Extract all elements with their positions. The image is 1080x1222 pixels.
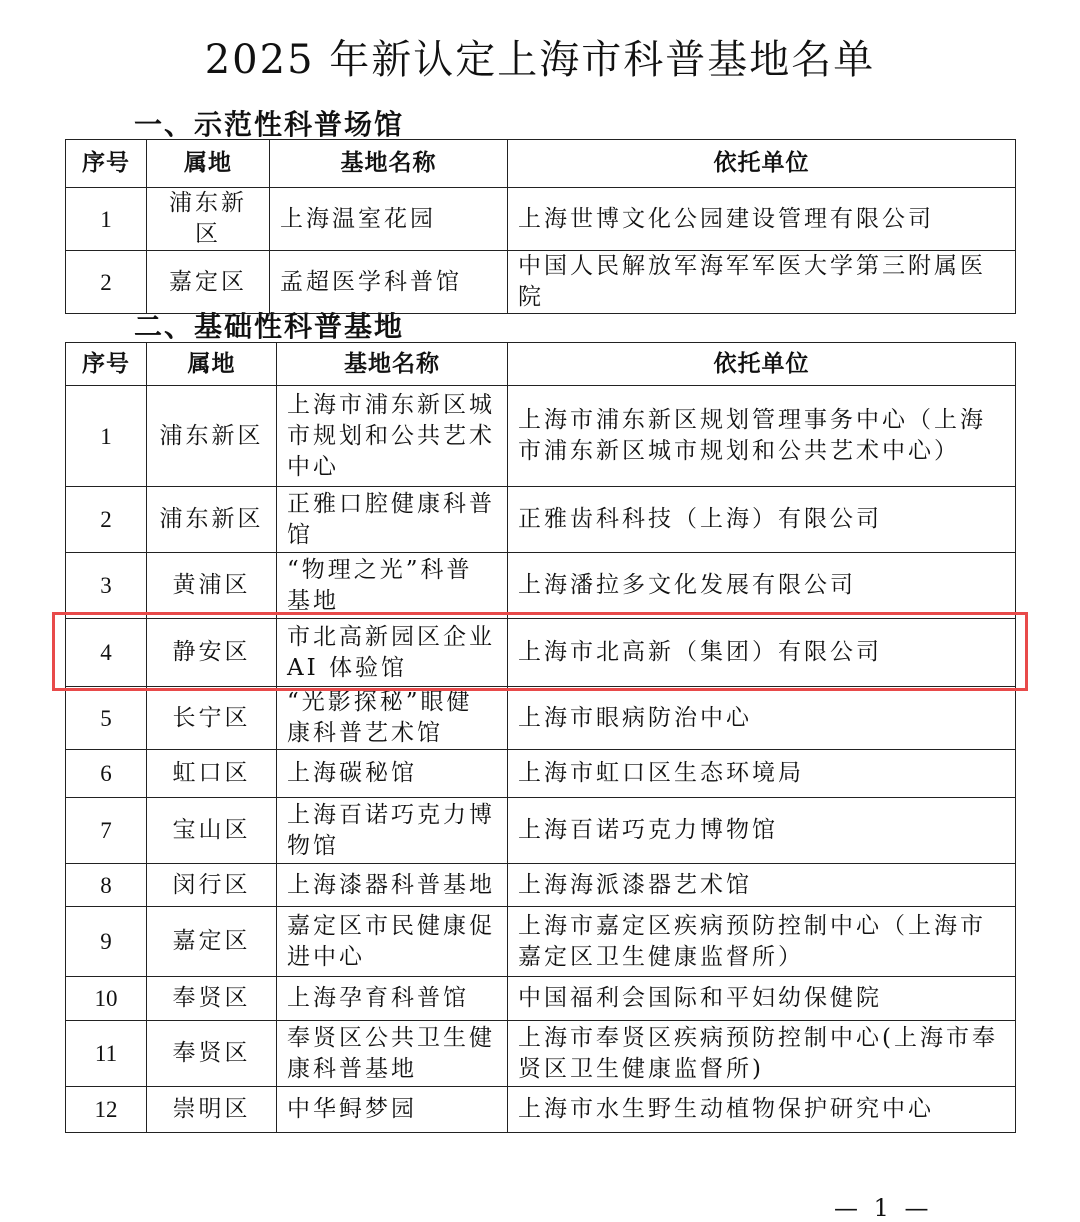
table-header-row [66,140,1016,188]
cell-index: 2 [66,251,147,314]
cell-district: 虹口区 [147,750,277,798]
cell-base-name: “物理之光”科普基地 [277,553,508,619]
table-row [66,687,1016,750]
cell-district: 崇明区 [147,1087,277,1133]
header-index: 序号 [66,343,147,386]
table-row [66,188,1016,251]
header-host-unit: 依托单位 [508,140,1016,188]
table-row [66,907,1016,977]
header-base-name: 基地名称 [277,343,508,386]
cell-base-name: 嘉定区市民健康促进中心 [277,907,508,977]
cell-host-unit: 上海市眼病防治中心 [508,687,1016,750]
table-row [66,1087,1016,1133]
table-row [66,750,1016,798]
cell-district: 奉贤区 [147,1021,277,1087]
cell-district: 奉贤区 [147,977,277,1021]
cell-district: 浦东新区 [147,487,277,553]
header-district: 属地 [147,343,277,386]
table-header-row [66,343,1016,386]
cell-district: 长宁区 [147,687,277,750]
cell-base-name: “光影探秘”眼健康科普艺术馆 [277,687,508,750]
table-row [66,1021,1016,1087]
cell-host-unit: 上海海派漆器艺术馆 [508,864,1016,907]
section-heading-basic: 二、基础性科普基地 [134,310,405,343]
cell-base-name: 上海温室花园 [270,188,508,251]
basic-bases-table [65,342,1016,1133]
cell-base-name: 上海碳秘馆 [277,750,508,798]
table-row [66,386,1016,487]
cell-host-unit: 上海世博文化公园建设管理有限公司 [508,188,1016,251]
cell-district: 静安区 [147,619,277,687]
cell-index: 1 [66,386,147,487]
cell-index: 1 [66,188,147,251]
cell-district: 浦东新区 [147,188,270,251]
cell-district: 闵行区 [147,864,277,907]
cell-host-unit: 上海潘拉多文化发展有限公司 [508,553,1016,619]
demo-venues-table [65,139,1016,314]
section-heading-demo: 一、示范性科普场馆 [134,108,405,141]
cell-district: 黄浦区 [147,553,277,619]
cell-host-unit: 上海市嘉定区疾病预防控制中心（上海市嘉定区卫生健康监督所） [508,907,1016,977]
cell-host-unit: 上海市浦东新区规划管理事务中心（上海市浦东新区城市规划和公共艺术中心） [508,386,1016,487]
table-row [66,864,1016,907]
table-row [66,798,1016,864]
cell-host-unit: 上海百诺巧克力博物馆 [508,798,1016,864]
cell-host-unit: 上海市虹口区生态环境局 [508,750,1016,798]
cell-base-name: 中华鲟梦园 [277,1087,508,1133]
page-number: — 1 — [834,1194,933,1222]
cell-district: 嘉定区 [147,251,270,314]
cell-index: 12 [66,1087,147,1133]
cell-index: 6 [66,750,147,798]
cell-host-unit: 中国福利会国际和平妇幼保健院 [508,977,1016,1021]
cell-base-name: 奉贤区公共卫生健康科普基地 [277,1021,508,1087]
cell-index: 10 [66,977,147,1021]
header-host-unit: 依托单位 [508,343,1016,386]
table-row [66,977,1016,1021]
cell-index: 11 [66,1021,147,1087]
page-title: 2025 年新认定上海市科普基地名单 [204,37,876,83]
header-district: 属地 [147,140,270,188]
table-row [66,619,1016,687]
cell-base-name: 正雅口腔健康科普馆 [277,487,508,553]
cell-host-unit: 上海市水生野生动植物保护研究中心 [508,1087,1016,1133]
table-row [66,553,1016,619]
cell-index: 8 [66,864,147,907]
cell-host-unit: 上海市北高新（集团）有限公司 [508,619,1016,687]
cell-host-unit: 中国人民解放军海军军医大学第三附属医院 [508,251,1016,314]
cell-base-name: 市北高新园区企业AI 体验馆 [277,619,508,687]
cell-host-unit: 上海市奉贤区疾病预防控制中心(上海市奉贤区卫生健康监督所) [508,1021,1016,1087]
cell-host-unit: 正雅齿科科技（上海）有限公司 [508,487,1016,553]
table-row [66,487,1016,553]
cell-index: 7 [66,798,147,864]
cell-base-name: 孟超医学科普馆 [270,251,508,314]
cell-base-name: 上海漆器科普基地 [277,864,508,907]
cell-base-name: 上海市浦东新区城市规划和公共艺术中心 [277,386,508,487]
cell-district: 宝山区 [147,798,277,864]
cell-base-name: 上海孕育科普馆 [277,977,508,1021]
cell-district: 浦东新区 [147,386,277,487]
cell-index: 5 [66,687,147,750]
cell-base-name: 上海百诺巧克力博物馆 [277,798,508,864]
cell-index: 4 [66,619,147,687]
cell-district: 嘉定区 [147,907,277,977]
header-base-name: 基地名称 [270,140,508,188]
cell-index: 3 [66,553,147,619]
cell-index: 9 [66,907,147,977]
cell-index: 2 [66,487,147,553]
header-index: 序号 [66,140,147,188]
